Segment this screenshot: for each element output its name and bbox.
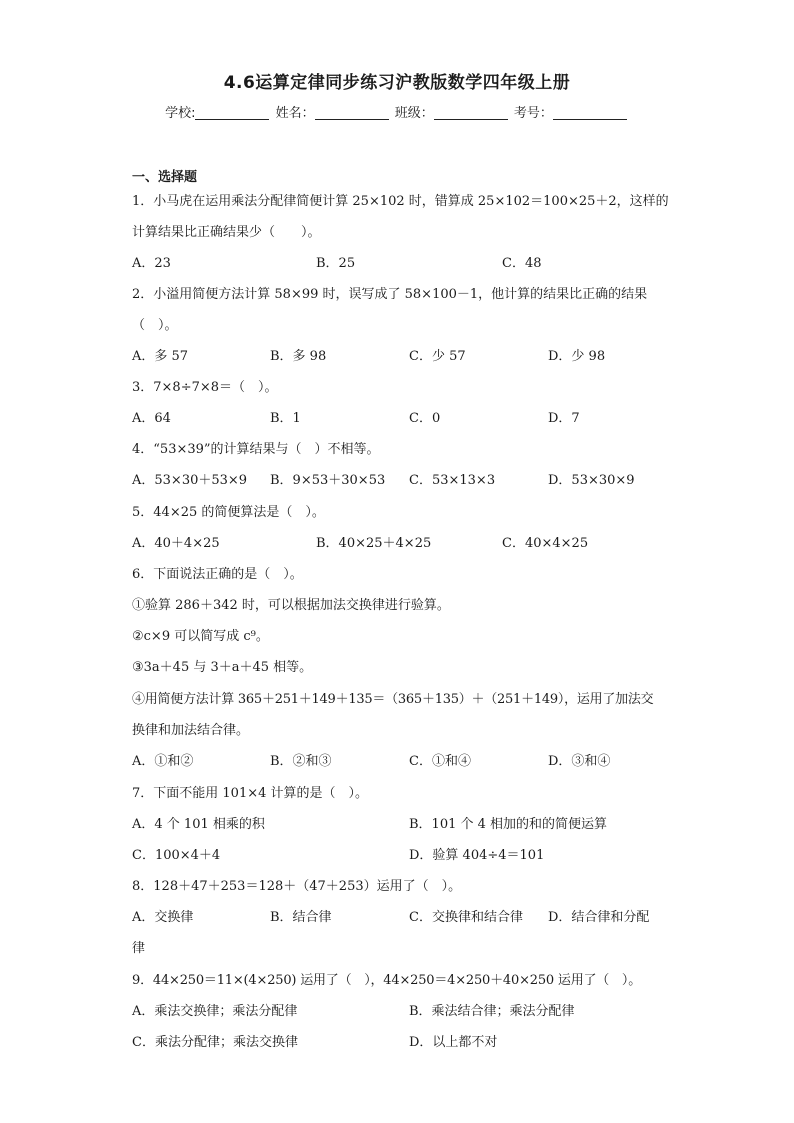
school-label: 学校:	[165, 106, 196, 121]
q2-option-b[interactable]: B．多 98	[270, 349, 327, 364]
q6-text: 6．下面说法正确的是（ ）。	[132, 567, 303, 582]
q9-option-b[interactable]: B．乘法结合律；乘法分配律	[409, 1004, 575, 1019]
q5-option-b[interactable]: B．40×25＋4×25	[316, 536, 432, 551]
q6-option-a[interactable]: A．①和②	[132, 754, 194, 769]
q8-text: 8．128＋47＋253＝128＋（47＋253）运用了（ ）。	[132, 879, 462, 894]
q9-option-d[interactable]: D．以上都不对	[409, 1035, 498, 1050]
q4-option-b[interactable]: B．9×53＋30×53	[270, 473, 386, 488]
q3-option-c[interactable]: C．0	[409, 411, 441, 426]
q2-option-c[interactable]: C．少 57	[409, 349, 466, 364]
q3-option-d[interactable]: D．7	[548, 411, 580, 426]
q2-option-a[interactable]: A．多 57	[132, 349, 189, 364]
class-blank[interactable]	[434, 105, 508, 120]
q7-option-a[interactable]: A．4 个 101 相乘的积	[132, 817, 265, 832]
q8-option-d-continued: 律	[132, 941, 146, 956]
q3-option-b[interactable]: B．1	[270, 411, 301, 426]
q7-option-c[interactable]: C．100×4＋4	[132, 848, 221, 863]
q5-text: 5．44×25 的简便算法是（ ）。	[132, 505, 325, 520]
q7-option-d[interactable]: D．验算 404÷4＝101	[409, 848, 545, 863]
q1-option-a[interactable]: A．23	[132, 256, 171, 271]
q6-statement-1: ①验算 286＋342 时，可以根据加法交换律进行验算。	[132, 598, 450, 613]
q6-option-b[interactable]: B．②和③	[270, 754, 332, 769]
q7-option-b[interactable]: B．101 个 4 相加的和的简便运算	[409, 817, 608, 832]
q8-option-b[interactable]: B．结合律	[270, 910, 332, 925]
q4-option-c[interactable]: C．53×13×3	[409, 473, 496, 488]
name-label: 姓名：	[275, 106, 315, 121]
q4-text: 4．“53×39”的计算结果与（ ）不相等。	[132, 442, 380, 457]
q2-text-line2: （ ）。	[132, 318, 178, 333]
number-blank[interactable]	[553, 105, 627, 120]
school-blank[interactable]	[195, 105, 269, 120]
q4-option-a[interactable]: A．53×30＋53×9	[132, 473, 248, 488]
q2-text-line1: 2．小溢用简便方法计算 58×99 时，误写成了 58×100－1，他计算的结果比正确的结果	[132, 287, 648, 302]
q8-option-d[interactable]: D．结合律和分配	[548, 910, 650, 925]
q3-option-a[interactable]: A．64	[132, 411, 171, 426]
q6-statement-2: ②c×9 可以简写成 c⁹。	[132, 629, 269, 644]
class-label: 班级：	[394, 106, 434, 121]
section-title: 一、选择题	[132, 170, 198, 185]
q5-option-c[interactable]: C．40×4×25	[502, 536, 589, 551]
q9-text: 9．44×250＝11×(4×250) 运用了（ ），44×250＝4×250＋40×250 运用了（ ）。	[132, 973, 642, 988]
number-label: 考号：	[513, 106, 553, 121]
q5-option-a[interactable]: A．40＋4×25	[132, 536, 220, 551]
q8-option-a[interactable]: A．交换律	[132, 910, 194, 925]
q8-option-c[interactable]: C．交换律和结合律	[409, 910, 523, 925]
q1-text-line2: 计算结果比正确结果少（ ）。	[132, 225, 321, 240]
q1-option-b[interactable]: B．25	[316, 256, 356, 271]
q6-option-d[interactable]: D．③和④	[548, 754, 611, 769]
q4-option-d[interactable]: D．53×30×9	[548, 473, 635, 488]
q6-statement-4-line2: 换律和加法结合律。	[132, 723, 250, 738]
q9-option-a[interactable]: A．乘法交换律；乘法分配律	[132, 1004, 298, 1019]
q1-option-c[interactable]: C．48	[502, 256, 542, 271]
page-title: 4.6运算定律同步练习沪教版数学四年级上册	[223, 73, 571, 93]
q9-option-c[interactable]: C．乘法分配律；乘法交换律	[132, 1035, 298, 1050]
q6-option-c[interactable]: C．①和④	[409, 754, 471, 769]
name-blank[interactable]	[315, 105, 389, 120]
q3-text: 3．7×8÷7×8＝（ ）。	[132, 380, 278, 395]
q2-option-d[interactable]: D．少 98	[548, 349, 606, 364]
q1-text-line1: 1．小马虎在运用乘法分配律简便计算 25×102 时，错算成 25×102＝100×25＋2，这样的	[132, 194, 669, 209]
q6-statement-4-line1: ④用简便方法计算 365＋251＋149＋135＝（365＋135）＋（251＋149），运用了加法交	[132, 692, 654, 707]
student-info-line	[0, 102, 794, 121]
q7-text: 7．下面不能用 101×4 计算的是（ ）。	[132, 786, 369, 801]
q6-statement-3: ③3a＋45 与 3＋a＋45 相等。	[132, 660, 313, 675]
